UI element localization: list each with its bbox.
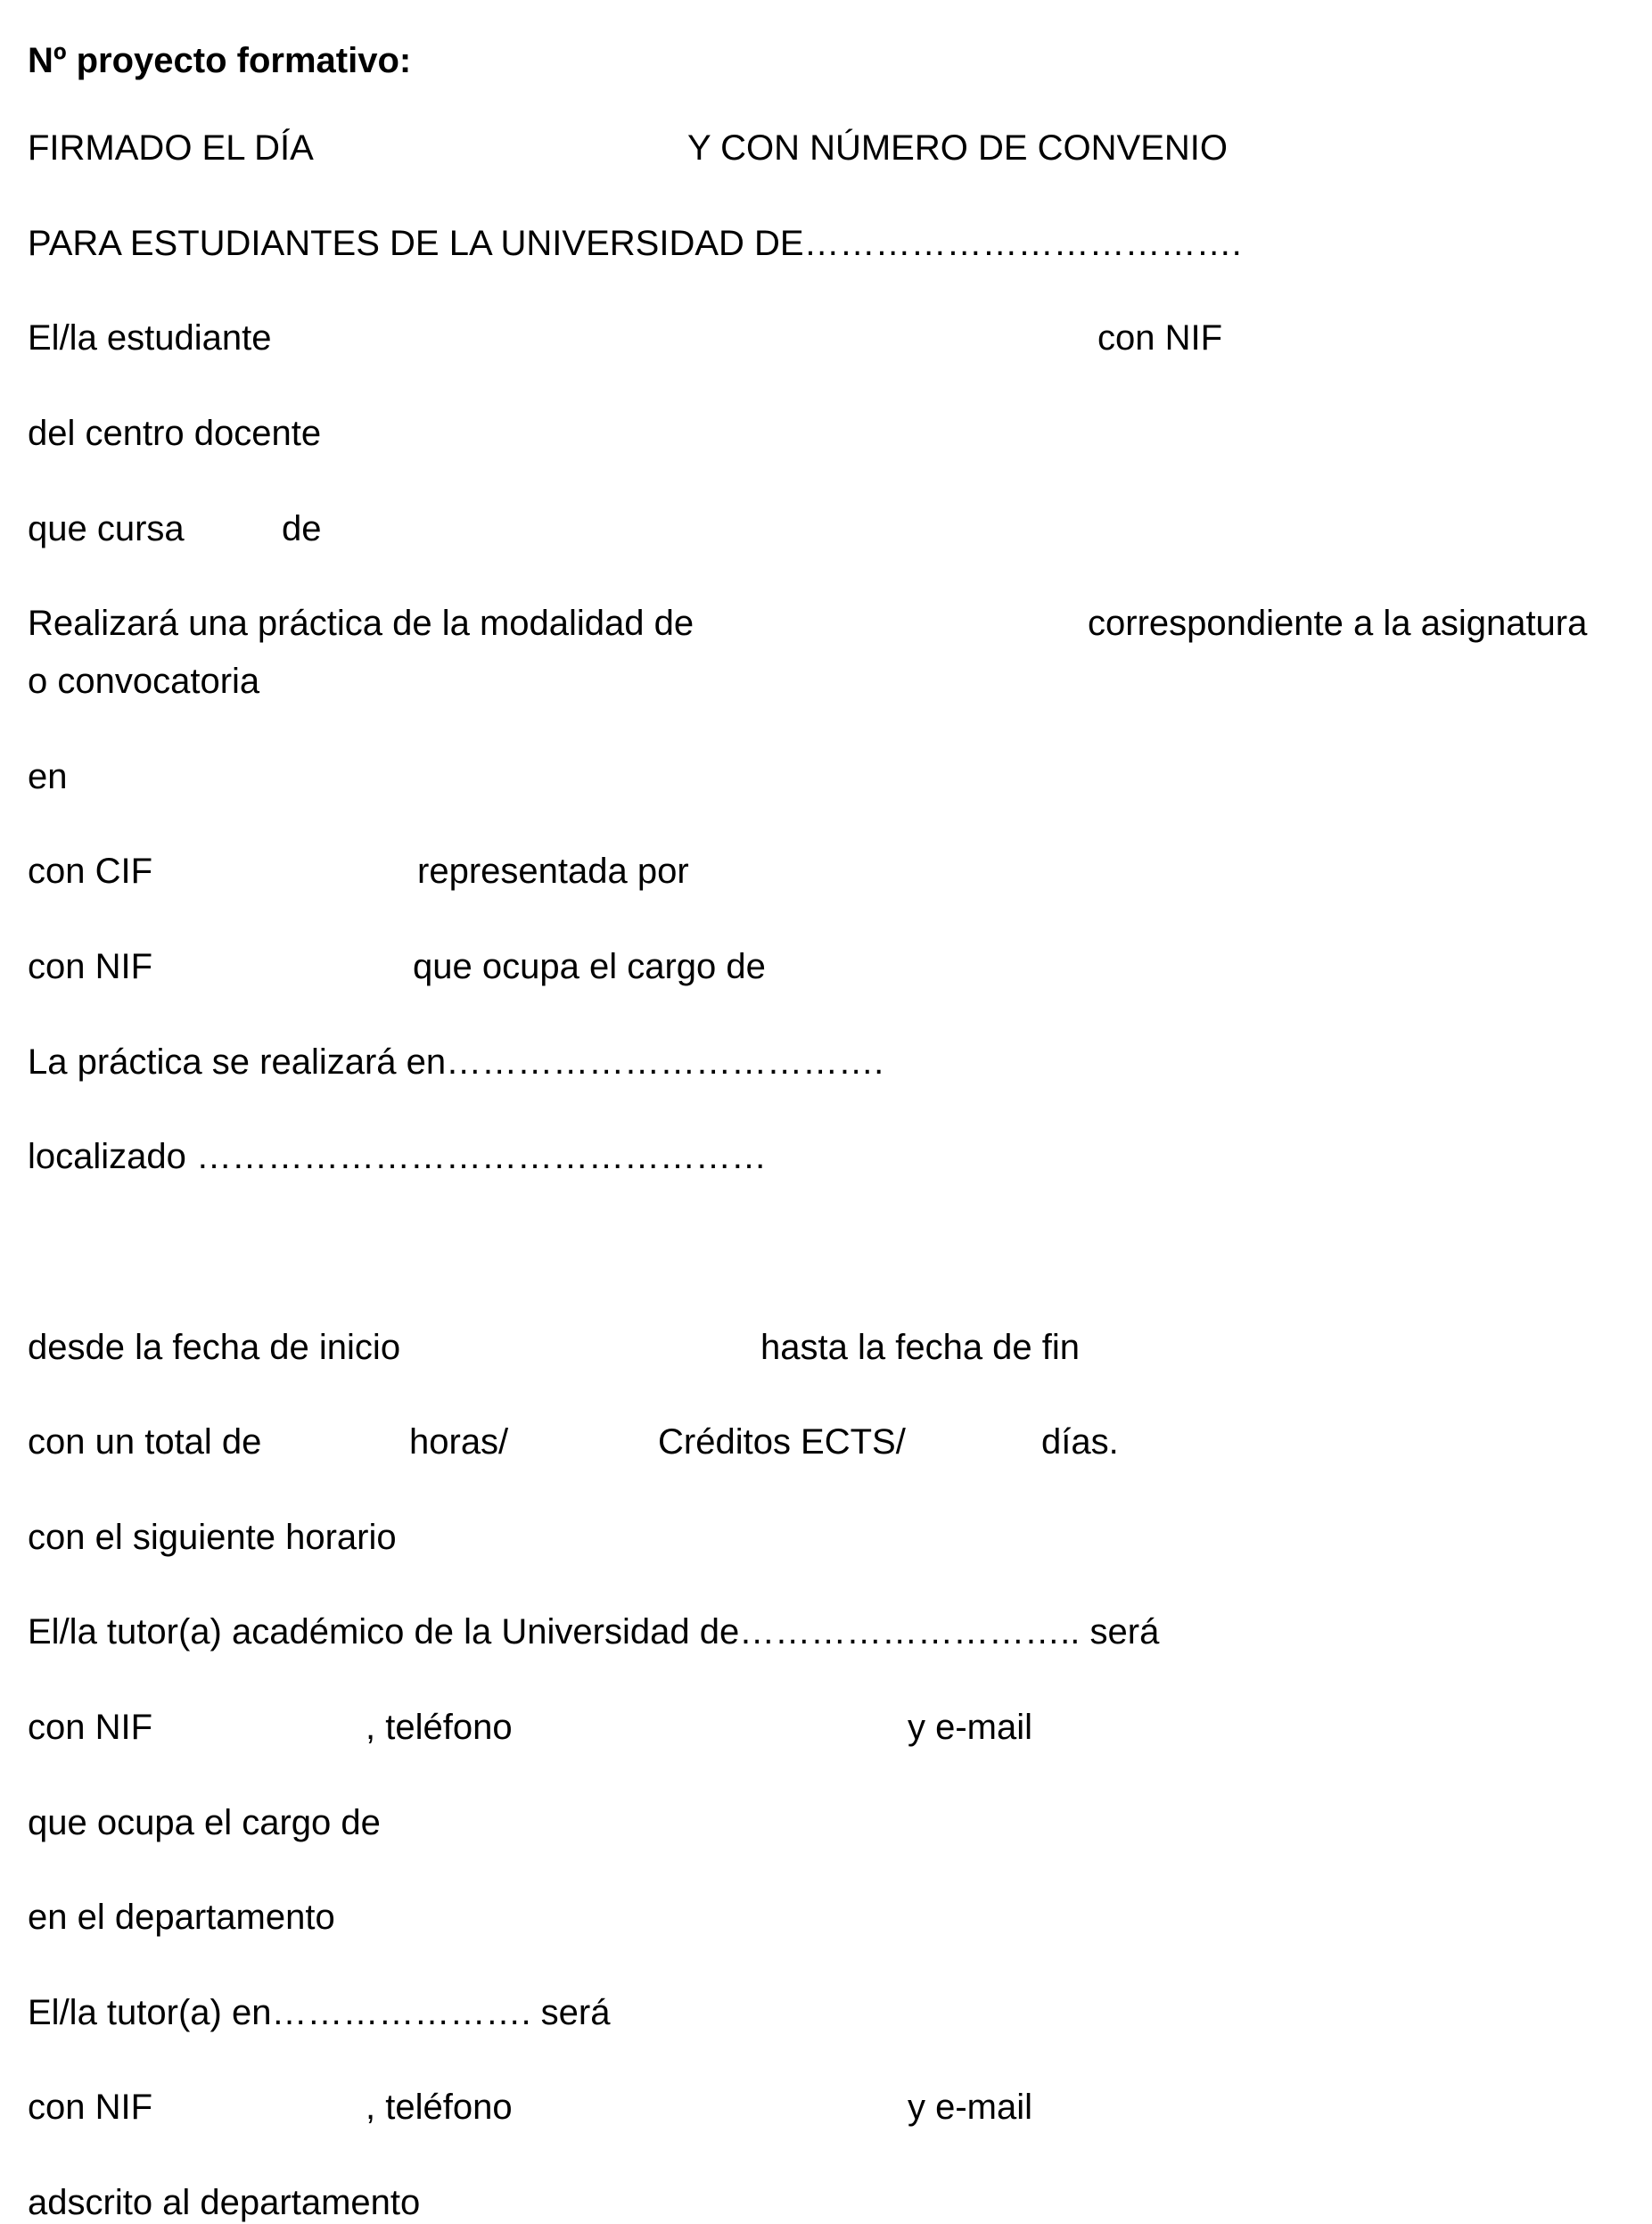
tutor-empresa-telefono-label: , teléfono bbox=[366, 2088, 513, 2127]
centro-docente-label: del centro docente bbox=[28, 414, 322, 453]
tutor-empresa-line: El/la tutor(a) en…………………. será bbox=[28, 1993, 611, 2032]
representante-cargo-label: que ocupa el cargo de bbox=[413, 947, 766, 986]
tutor-empresa-email-label: y e-mail bbox=[908, 2088, 1033, 2127]
universidad-line: PARA ESTUDIANTES DE LA UNIVERSIDAD DE………………………………. bbox=[28, 224, 1242, 263]
cursa-de-label: de bbox=[282, 509, 322, 548]
tutor-empresa-nif-label: con NIF bbox=[28, 2088, 153, 2127]
tutor-academico-telefono-label: , teléfono bbox=[366, 1708, 513, 1747]
horas-label: horas/ bbox=[409, 1422, 509, 1462]
modalidad-label: Realizará una práctica de la modalidad de bbox=[28, 604, 694, 643]
cursa-label: que cursa bbox=[28, 509, 185, 548]
page-title: Nº proyecto formativo: bbox=[28, 41, 412, 80]
fecha-fin-label: hasta la fecha de fin bbox=[760, 1328, 1081, 1367]
dias-label: días. bbox=[1041, 1422, 1119, 1462]
tutor-academico-email-label: y e-mail bbox=[908, 1708, 1033, 1747]
convocatoria-label: o convocatoria bbox=[28, 662, 260, 701]
total-label: con un total de bbox=[28, 1422, 262, 1462]
horario-label: con el siguiente horario bbox=[28, 1518, 397, 1557]
estudiante-nif-label: con NIF bbox=[1097, 318, 1223, 358]
fecha-inicio-label: desde la fecha de inicio bbox=[28, 1328, 401, 1367]
localizado-line: localizado ………………………………………… bbox=[28, 1137, 768, 1176]
tutor-academico-departamento-label: en el departamento bbox=[28, 1898, 335, 1937]
tutor-empresa-departamento-label: adscrito al departamento bbox=[28, 2183, 421, 2222]
estudiante-label: El/la estudiante bbox=[28, 318, 272, 358]
tutor-academico-cargo-label: que ocupa el cargo de bbox=[28, 1803, 381, 1842]
firmado-label: FIRMADO EL DÍA bbox=[28, 128, 314, 168]
en-label: en bbox=[28, 757, 68, 796]
tutor-academico-line: El/la tutor(a) académico de la Universidad de……………………….. será bbox=[28, 1612, 1160, 1652]
tutor-academico-nif-label: con NIF bbox=[28, 1708, 153, 1747]
representante-nif-label: con NIF bbox=[28, 947, 153, 986]
representada-label: representada por bbox=[417, 852, 689, 891]
empresa-cif-label: con CIF bbox=[28, 852, 153, 891]
creditos-label: Créditos ECTS/ bbox=[658, 1422, 906, 1462]
practica-lugar-line: La práctica se realizará en………………………………. bbox=[28, 1042, 884, 1082]
convenio-label: Y CON NÚMERO DE CONVENIO bbox=[687, 128, 1228, 168]
asignatura-label: correspondiente a la asignatura bbox=[1088, 604, 1588, 643]
